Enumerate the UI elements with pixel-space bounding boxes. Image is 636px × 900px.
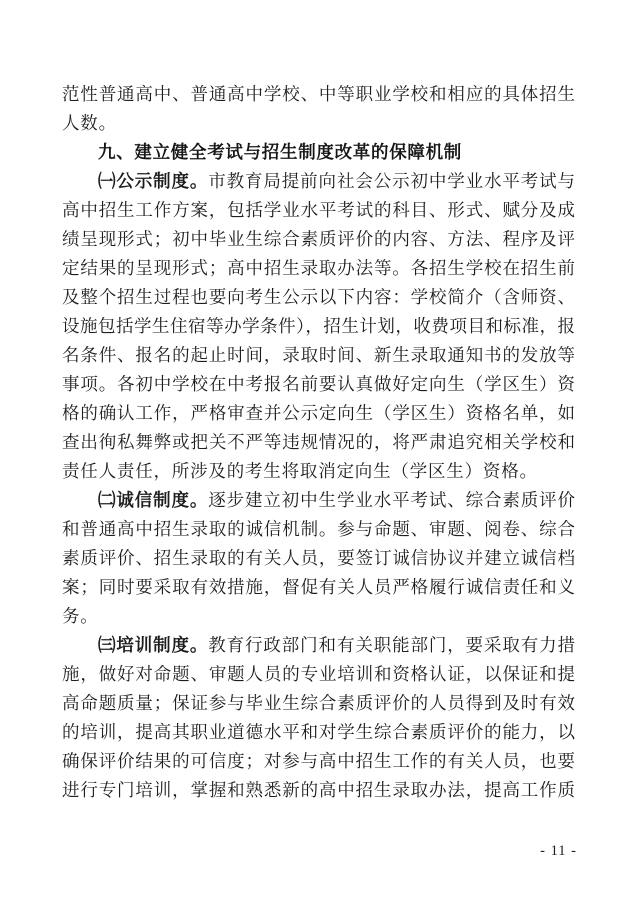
text-line: 高中招生工作方案，包括学业水平考试的科目、形式、赋分及成 xyxy=(62,200,575,220)
text-line: 施，做好对命题、审题人员的专业培训和资格认证，以保证和提 xyxy=(62,664,575,684)
text-line: 格的确认工作，严格审查并公示定向生（学区生）资格名单，如 xyxy=(62,403,575,423)
text-line: 及整个招生过程也要向考生公示以下内容：学校简介（含师资、 xyxy=(62,287,575,307)
text-line: 名条件、报名的起止时间，录取时间、新生录取通知书的发放等 xyxy=(62,345,575,365)
text-line xyxy=(62,486,575,515)
paragraph-text: 市教育局提前向社会公示初中学业水平考试与 xyxy=(208,171,575,191)
text-line: 确保评价结果的可信度；对参与高中招生工作的有关人员，也要 xyxy=(62,751,575,771)
text-line: 高命题质量；保证参与毕业生综合素质评价的人员得到及时有效 xyxy=(62,693,575,713)
page-number: - 11 - xyxy=(540,843,577,859)
paragraph-label: ㈡诚信制度。 xyxy=(98,490,209,510)
text-line: 案；同时要采取有效措施，督促有关人员严格履行诚信责任和义 xyxy=(62,577,575,597)
text-line: 设施包括学生住宿等办学条件），招生计划，收费项目和标准，报 xyxy=(62,316,575,336)
document-body xyxy=(62,80,575,805)
paragraph-label: ㈠公示制度。 xyxy=(98,171,209,191)
text-line: 责任人责任，所涉及的考生将取消定向生（学区生）资格。 xyxy=(62,461,538,481)
text-line: 绩呈现形式；初中毕业生综合素质评价的内容、方法、程序及评 xyxy=(62,229,575,249)
text-line: 务。 xyxy=(62,606,99,626)
text-line: 人数。 xyxy=(62,113,117,133)
text-line: 查出徇私舞弊或把关不严等违规情况的，将严肃追究相关学校和 xyxy=(62,432,575,452)
section-heading: 九、建立健全考试与招生制度改革的保障机制 xyxy=(98,142,462,162)
text-line: 和普通高中招生录取的诚信机制。参与命题、审题、阅卷、综合 xyxy=(62,519,575,539)
paragraph-text: 逐步建立初中生学业水平考试、综合素质评价 xyxy=(208,490,575,510)
paragraph-text: 教育行政部门和有关职能部门，要采取有力措 xyxy=(208,635,575,655)
text-line xyxy=(62,631,575,660)
text-line: 的培训，提高其职业道德水平和对学生综合素质评价的能力，以 xyxy=(62,722,575,742)
text-line xyxy=(62,167,575,196)
text-line: 素质评价、招生录取的有关人员，要签订诚信协议并建立诚信档 xyxy=(62,548,575,568)
paragraph-label: ㈢培训制度。 xyxy=(98,635,209,655)
text-line: 进行专门培训，掌握和熟悉新的高中招生录取办法，提高工作质 xyxy=(62,780,575,800)
text-line: 定结果的呈现形式；高中招生录取办法等。各招生学校在招生前 xyxy=(62,258,575,278)
text-line: 事项。各初中学校在中考报名前要认真做好定向生（学区生）资 xyxy=(62,374,575,394)
text-line: 范性普通高中、普通高中学校、中等职业学校和相应的具体招生 xyxy=(62,84,575,104)
